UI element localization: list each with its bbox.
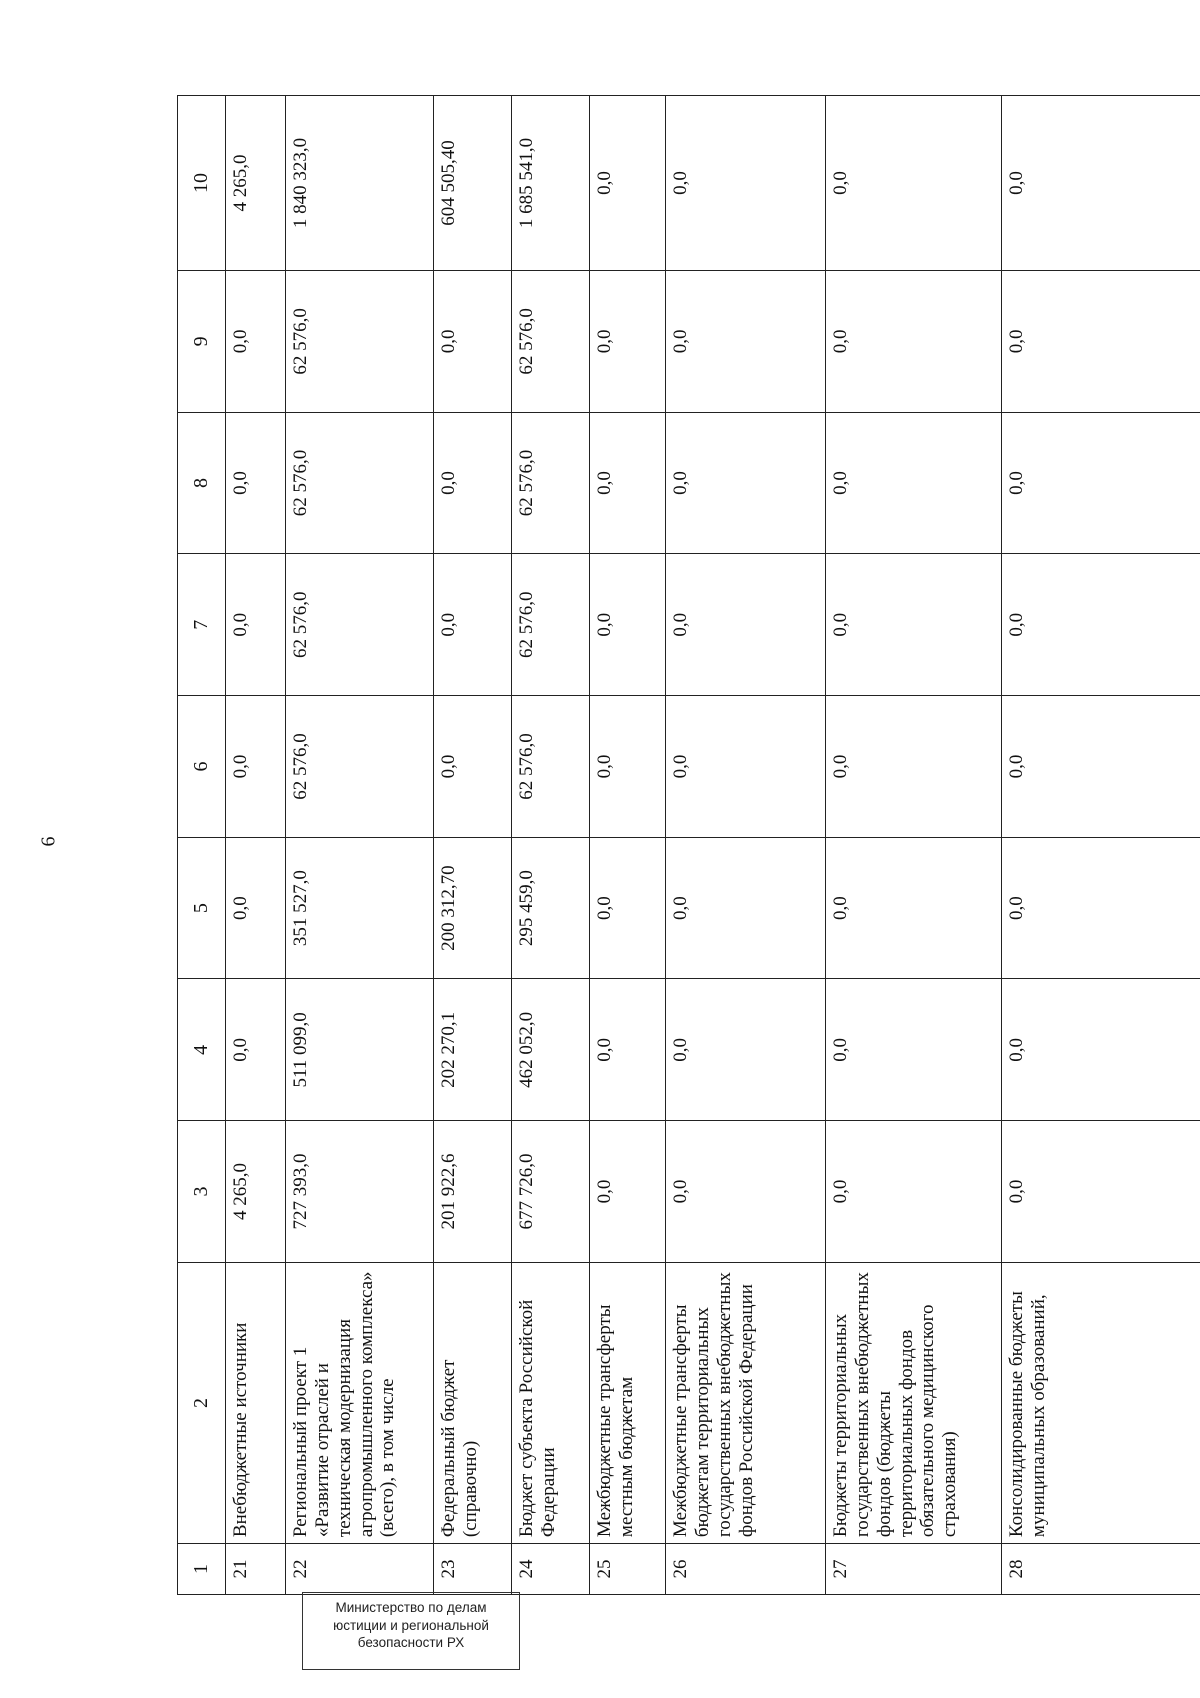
row-name: Федеральный бюджет (справочно): [434, 1262, 512, 1543]
value-cell: 0,0: [826, 554, 1002, 696]
value-cell: 200 312,70: [434, 837, 512, 979]
table-row: [666, 96, 826, 1595]
value-cell: 0,0: [590, 1121, 666, 1263]
value-cell: 0,0: [666, 696, 826, 838]
header-cell: 6: [178, 696, 226, 838]
value-cell: 0,0: [826, 696, 1002, 838]
page-number: 6: [37, 836, 60, 847]
stamp-line: Министерство по делам: [335, 1600, 487, 1615]
row-index: 24: [512, 1544, 590, 1595]
value-cell: 462 052,0: [512, 979, 590, 1121]
value-cell: 0,0: [1002, 1121, 1200, 1263]
value-cell: 1 840 323,0: [286, 96, 434, 271]
row-name: Региональный проект 1 «Развитие отраслей и техническая модернизация агропромышленного комплекса» (всего), в том числе: [286, 1262, 434, 1543]
value-cell: 0,0: [826, 837, 1002, 979]
row-name: Бюджеты территориальных государственных внебюджетных фондов (бюджеты территориальных фондов обязательного медицинского страхования): [826, 1262, 1002, 1543]
value-cell: 0,0: [590, 96, 666, 271]
row-index: 23: [434, 1544, 512, 1595]
value-cell: 0,0: [666, 270, 826, 412]
header-cell: 5: [178, 837, 226, 979]
value-cell: 0,0: [1002, 696, 1200, 838]
value-cell: 0,0: [434, 270, 512, 412]
stamp-line: юстиции и региональной: [333, 1617, 489, 1633]
value-cell: 677 726,0: [512, 1121, 590, 1263]
header-cell: 3: [178, 1121, 226, 1263]
header-cell: 1: [178, 1544, 226, 1595]
value-cell: 0,0: [590, 696, 666, 838]
value-cell: 0,0: [434, 412, 512, 554]
value-cell: 0,0: [590, 270, 666, 412]
table-row: [826, 96, 1002, 1595]
value-cell: 0,0: [434, 696, 512, 838]
value-cell: 0,0: [1002, 412, 1200, 554]
row-index: 26: [666, 1544, 826, 1595]
table-row: [590, 96, 666, 1595]
value-cell: 0,0: [666, 979, 826, 1121]
value-cell: 0,0: [226, 412, 286, 554]
row-index: 28: [1002, 1544, 1200, 1595]
value-cell: 0,0: [1002, 554, 1200, 696]
table-row: [1002, 96, 1200, 1595]
value-cell: 0,0: [666, 96, 826, 271]
value-cell: 0,0: [590, 554, 666, 696]
value-cell: 0,0: [590, 837, 666, 979]
value-cell: 0,0: [826, 96, 1002, 271]
row-name: Бюджет субъекта Российской Федерации: [512, 1262, 590, 1543]
value-cell: 0,0: [666, 554, 826, 696]
value-cell: 62 576,0: [512, 270, 590, 412]
value-cell: 0,0: [826, 412, 1002, 554]
header-cell: 10: [178, 96, 226, 271]
budget-table: [177, 95, 1200, 1595]
value-cell: 62 576,0: [286, 554, 434, 696]
value-cell: 0,0: [226, 270, 286, 412]
value-cell: 0,0: [666, 1121, 826, 1263]
budget-table-rotated: [177, 95, 1200, 1595]
value-cell: 1 685 541,0: [512, 96, 590, 271]
value-cell: 62 576,0: [286, 696, 434, 838]
value-cell: 62 576,0: [512, 554, 590, 696]
header-cell: 4: [178, 979, 226, 1121]
value-cell: 0,0: [434, 554, 512, 696]
row-name: Консолидированные бюджеты муниципальных образований,: [1002, 1262, 1200, 1543]
value-cell: 201 922,6: [434, 1121, 512, 1263]
row-name: Внебюджетные источники: [226, 1262, 286, 1543]
stamp-line: безопасности РХ: [357, 1635, 465, 1651]
value-cell: 0,0: [226, 696, 286, 838]
value-cell: 62 576,0: [512, 696, 590, 838]
value-cell: 0,0: [590, 412, 666, 554]
table-row: [434, 96, 512, 1595]
table-row: [226, 96, 286, 1595]
row-index: 27: [826, 1544, 1002, 1595]
budget-table-container: [177, 95, 1200, 1595]
value-cell: 511 099,0: [286, 979, 434, 1121]
value-cell: 0,0: [1002, 96, 1200, 271]
row-index: 21: [226, 1544, 286, 1595]
table-row: [512, 96, 590, 1595]
value-cell: 295 459,0: [512, 837, 590, 979]
value-cell: 0,0: [226, 554, 286, 696]
row-index: 25: [590, 1544, 666, 1595]
header-cell: 9: [178, 270, 226, 412]
value-cell: 4 265,0: [226, 96, 286, 271]
value-cell: 0,0: [826, 979, 1002, 1121]
row-name: Межбюджетные трансферты местным бюджетам: [590, 1262, 666, 1543]
value-cell: 727 393,0: [286, 1121, 434, 1263]
header-cell: 7: [178, 554, 226, 696]
value-cell: 604 505,40: [434, 96, 512, 271]
value-cell: 0,0: [666, 412, 826, 554]
value-cell: 0,0: [1002, 979, 1200, 1121]
value-cell: 0,0: [590, 979, 666, 1121]
value-cell: 0,0: [826, 1121, 1002, 1263]
value-cell: 0,0: [1002, 270, 1200, 412]
value-cell: 62 576,0: [286, 270, 434, 412]
value-cell: 351 527,0: [286, 837, 434, 979]
value-cell: 0,0: [226, 979, 286, 1121]
value-cell: 62 576,0: [512, 412, 590, 554]
value-cell: 4 265,0: [226, 1121, 286, 1263]
table-header-row: [178, 96, 226, 1595]
value-cell: 0,0: [1002, 837, 1200, 979]
value-cell: 62 576,0: [286, 412, 434, 554]
value-cell: 202 270,1: [434, 979, 512, 1121]
table-row: [286, 96, 434, 1595]
row-index: 22: [286, 1544, 434, 1595]
value-cell: 0,0: [826, 270, 1002, 412]
header-cell: 2: [178, 1262, 226, 1543]
header-cell: 8: [178, 412, 226, 554]
value-cell: 0,0: [226, 837, 286, 979]
registration-stamp: [302, 1592, 520, 1670]
row-name: Межбюджетные трансферты бюджетам территориальных государственных внебюджетных фондов Российской Федерации: [666, 1262, 826, 1543]
value-cell: 0,0: [666, 837, 826, 979]
